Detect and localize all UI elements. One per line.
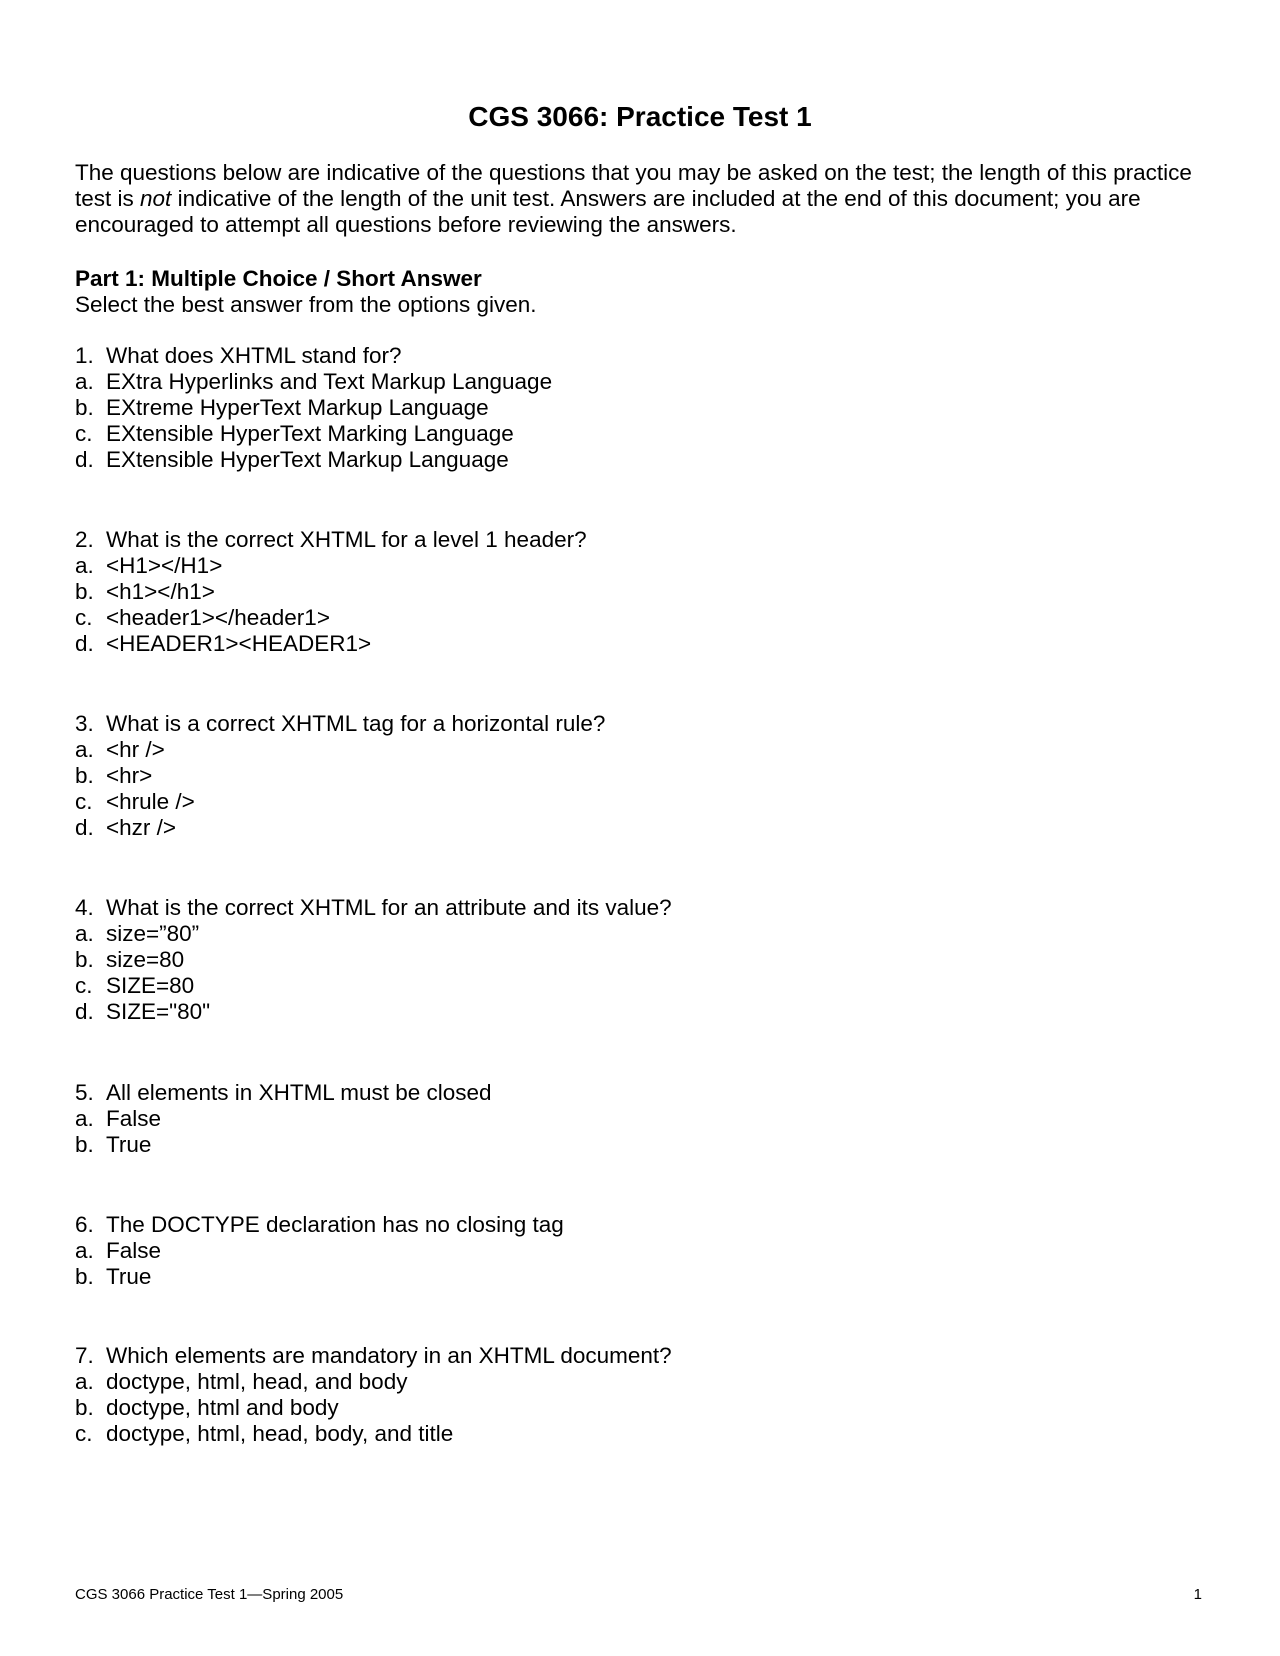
answer-option [75, 369, 1175, 395]
question-1 [75, 343, 1175, 473]
question-number: 2. [75, 527, 94, 552]
question-text: All elements in XHTML must be closed [106, 1080, 492, 1105]
option-text: EXtensible HyperText Marking Language [106, 421, 514, 446]
option-text: <HEADER1><HEADER1> [106, 631, 372, 656]
answer-option [75, 605, 1175, 631]
option-letter: d. [75, 815, 94, 840]
question-stem [75, 1212, 1175, 1238]
page-title: CGS 3066: Practice Test 1 [468, 101, 812, 132]
option-letter: b. [75, 1264, 94, 1289]
question-number: 4. [75, 895, 94, 920]
question-number: 3. [75, 711, 94, 736]
intro-text-end: indicative of the length of the unit test. Answers are included at the end of this document; you are encouraged to attempt all questions before reviewing the answers. [75, 186, 1141, 237]
intro-text-start: The questions below are indicative of the questions that you may be asked on the test; the length of this practice test is [75, 160, 1192, 211]
answer-option [75, 999, 1175, 1025]
question-stem [75, 343, 1175, 369]
option-text: <h1></h1> [106, 579, 215, 604]
question-text: What is the correct XHTML for a level 1 header? [106, 527, 587, 552]
answer-option [75, 1369, 1175, 1395]
option-letter: a. [75, 1238, 94, 1263]
answer-option [75, 763, 1175, 789]
question-number: 5. [75, 1080, 94, 1105]
answer-option [75, 789, 1175, 815]
answer-option [75, 421, 1175, 447]
option-letter: c. [75, 1421, 93, 1446]
answer-option [75, 447, 1175, 473]
question-2 [75, 527, 1175, 657]
answer-option [75, 947, 1175, 973]
option-text: doctype, html and body [106, 1395, 339, 1420]
option-text: <hr> [106, 763, 153, 788]
answer-option [75, 579, 1175, 605]
option-text: EXtreme HyperText Markup Language [106, 395, 489, 420]
option-letter: b. [75, 1395, 94, 1420]
question-stem [75, 895, 1175, 921]
part-instruction: Select the best answer from the options given. [75, 292, 537, 317]
question-5 [75, 1080, 1175, 1158]
question-text: What is the correct XHTML for an attribute and its value? [106, 895, 672, 920]
question-4 [75, 895, 1175, 1025]
option-letter: a. [75, 1106, 94, 1131]
option-letter: a. [75, 737, 94, 762]
answer-option [75, 1264, 1175, 1290]
option-text: EXtensible HyperText Markup Language [106, 447, 509, 472]
option-letter: b. [75, 763, 94, 788]
answer-option [75, 973, 1175, 999]
question-3 [75, 711, 1175, 841]
option-text: False [106, 1238, 162, 1263]
option-letter: d. [75, 447, 94, 472]
answer-option [75, 553, 1175, 579]
answer-option [75, 1132, 1175, 1158]
option-letter: b. [75, 579, 94, 604]
option-letter: a. [75, 369, 94, 394]
intro-emphasis: not [140, 186, 172, 211]
option-text: doctype, html, head, and body [106, 1369, 408, 1394]
intro-paragraph [75, 160, 1215, 238]
option-letter: b. [75, 947, 94, 972]
question-text: Which elements are mandatory in an XHTML document? [106, 1343, 672, 1368]
option-letter: c. [75, 789, 93, 814]
option-text: SIZE=80 [106, 973, 195, 998]
option-letter: a. [75, 553, 94, 578]
option-text: size=”80” [106, 921, 200, 946]
answer-option [75, 1106, 1175, 1132]
answer-option [75, 395, 1175, 421]
question-stem [75, 1343, 1175, 1369]
footer-text: CGS 3066 Practice Test 1—Spring 2005 [75, 1586, 344, 1603]
option-letter: b. [75, 395, 94, 420]
answer-option [75, 737, 1175, 763]
option-letter: c. [75, 605, 93, 630]
option-text: doctype, html, head, body, and title [106, 1421, 454, 1446]
option-text: <header1></header1> [106, 605, 330, 630]
option-letter: a. [75, 1369, 94, 1394]
option-text: size=80 [106, 947, 185, 972]
option-text: <hrule /> [106, 789, 195, 814]
question-stem [75, 1080, 1175, 1106]
option-text: True [106, 1264, 152, 1289]
option-letter: a. [75, 921, 94, 946]
option-letter: b. [75, 1132, 94, 1157]
option-text: <H1></H1> [106, 553, 223, 578]
option-text: <hr /> [106, 737, 165, 762]
option-text: EXtra Hyperlinks and Text Markup Language [106, 369, 553, 394]
question-text: The DOCTYPE declaration has no closing tag [106, 1212, 564, 1237]
answer-option [75, 631, 1175, 657]
question-text: What does XHTML stand for? [106, 343, 402, 368]
question-stem [75, 527, 1175, 553]
answer-option [75, 815, 1175, 841]
option-letter: c. [75, 421, 93, 446]
option-letter: c. [75, 973, 93, 998]
answer-option [75, 1395, 1175, 1421]
part-heading: Part 1: Multiple Choice / Short Answer [75, 266, 482, 291]
question-number: 6. [75, 1212, 94, 1237]
question-text: What is a correct XHTML tag for a horizontal rule? [106, 711, 606, 736]
question-number: 7. [75, 1343, 94, 1368]
answer-option [75, 1421, 1175, 1447]
question-6 [75, 1212, 1175, 1290]
answer-option [75, 1238, 1175, 1264]
question-stem [75, 711, 1175, 737]
option-text: <hzr /> [106, 815, 177, 840]
page-number: 1 [1193, 1586, 1202, 1603]
option-letter: d. [75, 631, 94, 656]
question-number: 1. [75, 343, 94, 368]
question-7 [75, 1343, 1175, 1447]
answer-option [75, 921, 1175, 947]
option-text: SIZE="80" [106, 999, 211, 1024]
option-text: False [106, 1106, 162, 1131]
option-letter: d. [75, 999, 94, 1024]
option-text: True [106, 1132, 152, 1157]
